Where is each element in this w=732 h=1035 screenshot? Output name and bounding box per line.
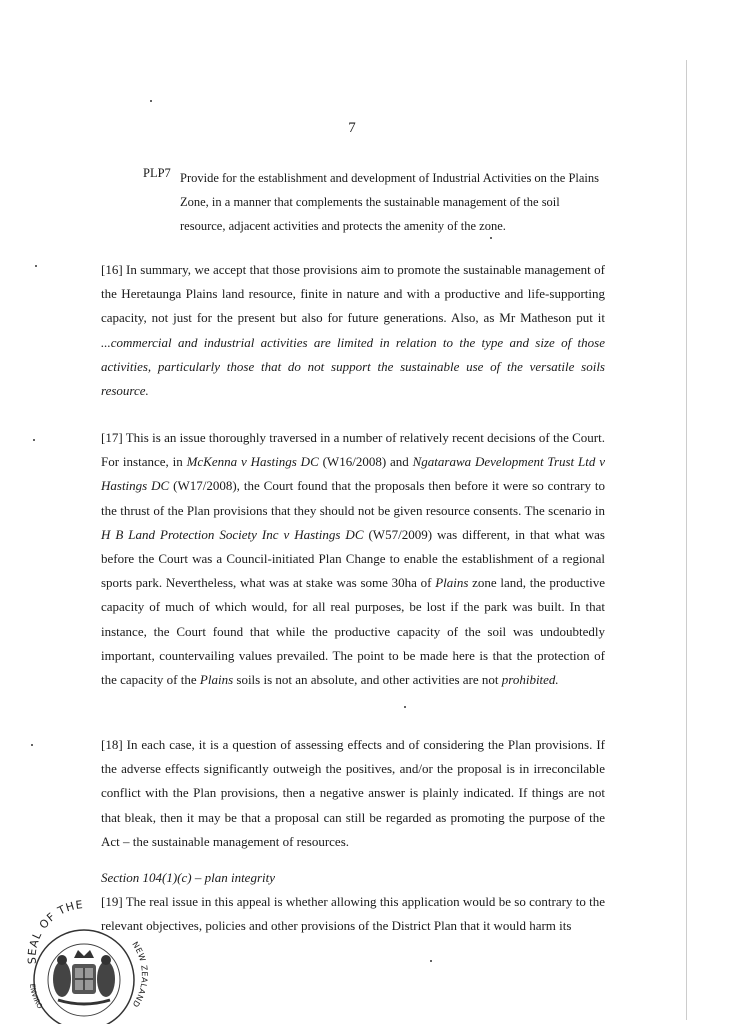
scan-speck	[150, 100, 152, 102]
seal-left-text: ENVIRO	[27, 983, 44, 1011]
coat-of-arms-icon	[53, 950, 115, 1004]
paragraph-17-text: [17] This is an issue thoroughly traversed in a number of relatively recent decisions of the Court. For instance, in	[101, 430, 605, 470]
scan-speck	[33, 439, 35, 441]
paragraph-17-text: (W17/2008), the Court found that the proposals then before it were so contrary to the thrust of the Plan provisions that they should not be given resource consents. The scenario in	[101, 478, 605, 518]
plains-term: Plains	[199, 672, 234, 688]
paragraph-16-text: [16] In summary, we accept that those provisions aim to promote the sustainable management of the Heretaunga Plains land resource, finite in nature and with a productive and life-supporting capacity, not just for the present but also for future generations. Also, as Mr Matheson put it	[101, 262, 605, 326]
paragraph-17-text: soils is not an absolute, and other activities are not	[233, 672, 502, 688]
scan-speck	[430, 960, 432, 962]
scan-speck	[490, 237, 492, 239]
plp7-label: PLP7	[143, 166, 171, 180]
case-citation: Ngatarawa Development Trust Ltd v Hastings DC	[101, 454, 605, 494]
paragraph-16	[101, 258, 605, 403]
paragraph-17-text: zone land, the productive capacity of much of which would, for all real purposes, be lost if the park was built. In that instance, the Court found that while the productive capacity of the soil was undoubtedly important, countervailing values prevailed. The point to be made here is that the protection of the capacity of the	[101, 575, 605, 688]
matheson-quote: ...commercial and industrial activities are limited in relation to the type and size of those activities, particularly those that do not support the sustainable use of the versatile soils resource.	[101, 334, 605, 399]
section-heading: Section 104(1)(c) – plan integrity	[101, 870, 276, 885]
paragraph-17-text: (W57/2009) was different, in that what was before the Court was a Council-initiated Plan Change to enable the establishment of a regional sports park. Nevertheless, what was at stake was some 30ha of	[101, 526, 605, 591]
scan-edge-line	[686, 60, 687, 1020]
scan-speck	[31, 744, 33, 746]
seal-right-text: NEW ZEALAND	[130, 940, 149, 1010]
scan-speck	[404, 706, 406, 708]
paragraph-17-text: (W16/2008) and	[318, 454, 413, 470]
seal-top-text: SEAL OF THE	[25, 898, 85, 965]
paragraph-19: [19] The real issue in this appeal is whether allowing this application would be so contrary to the relevant objectives, policies and other provisions of the District Plan that it would harm its	[101, 894, 605, 934]
prohibited-term: prohibited.	[501, 672, 559, 688]
paragraph-18: [18] In each case, it is a question of assessing effects and of considering the Plan provisions. If the adverse effects significantly outweigh the positives, and/or the proposal is in irreconcilable conflict with the Plan provisions, then a negative answer is plainly indicated. If things are not that bleak, then it may be that a proposal can still be regarded as promoting the purpose of the Act – the sustainable management of resources.	[101, 737, 605, 849]
case-citation: H B Land Protection Society Inc v Hastings DC	[101, 526, 364, 542]
paragraph-17	[101, 426, 605, 692]
plains-term: Plains	[435, 575, 469, 591]
court-seal-icon	[14, 884, 154, 1024]
scan-speck	[35, 265, 37, 267]
page-number: 7	[348, 120, 356, 136]
plp7-text: Provide for the establishment and development of Industrial Activities on the Plains Zone, in a manner that complements the sustainable management of the soil resource, adjacent activities and protects the amenity of the zone.	[180, 171, 600, 233]
svg-text:ENVIRO	[28, 983, 44, 1010]
case-citation: McKenna v Hastings DC	[186, 454, 319, 470]
